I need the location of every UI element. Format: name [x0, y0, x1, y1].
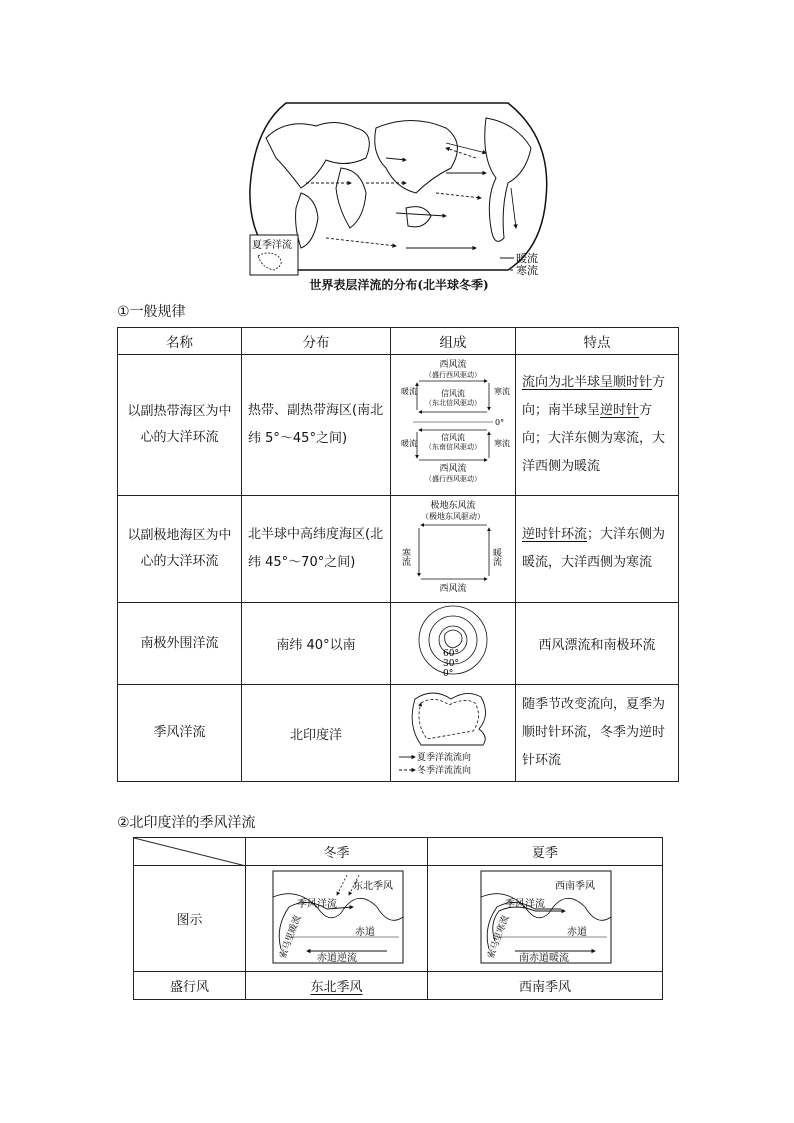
svg-text:南赤道暖流: 南赤道暖流 [519, 952, 569, 964]
svg-text:西南季风: 西南季风 [555, 880, 595, 892]
svg-text:寒流: 寒流 [400, 548, 410, 566]
inset-label: 夏季洋流 [252, 240, 292, 251]
row-label-figure: 图示 [134, 866, 246, 972]
svg-text:季风洋流: 季风洋流 [505, 898, 545, 910]
section-heading: ②北印度洋的季风洋流 [117, 815, 256, 831]
table-header-row [118, 328, 679, 355]
summer-wind-value: 西南季风 [428, 972, 663, 1000]
svg-text:暖流: 暖流 [401, 387, 417, 396]
row-feature: 西风漂流和南极环流 [516, 603, 679, 685]
antarctic-current-diagram [391, 603, 516, 685]
table-row [118, 496, 679, 603]
row-name: 以副极地海区为中心的大洋环流 [118, 496, 242, 603]
row-distribution: 南纬 40°以南 [242, 603, 391, 685]
svg-text:（盛行西风驱动）: （盛行西风驱动） [425, 475, 481, 483]
subpolar-gyre-diagram [391, 496, 516, 603]
svg-text:季风洋流: 季风洋流 [296, 898, 337, 910]
svg-text:寒流: 寒流 [494, 387, 510, 396]
row-distribution: 北半球中高纬度海区(北纬 45°～70°之间) [242, 496, 391, 603]
svg-text:暖流: 暖流 [491, 548, 501, 566]
row-distribution: 热带、副热带海区(南北纬 5°～45°之间) [242, 355, 391, 496]
svg-text:暖流: 暖流 [401, 439, 417, 448]
svg-text:寒流: 寒流 [494, 439, 510, 448]
svg-text:（极地东风驱动）: （极地东风驱动） [421, 512, 485, 521]
summer-map-cell [428, 866, 663, 972]
row-name: 南极外围洋流 [118, 603, 242, 685]
world-ocean-currents-map [246, 98, 552, 290]
summer-monsoon-map [475, 867, 615, 967]
row-name: 季风洋流 [118, 685, 242, 782]
column-header: 特点 [516, 328, 679, 355]
column-header: 名称 [118, 328, 242, 355]
monsoon-current-table [133, 837, 663, 1000]
legend-cold: 寒流 [516, 264, 538, 277]
map-caption: 世界表层洋流的分布(北半球冬季) [309, 278, 489, 292]
table-row [134, 866, 663, 972]
svg-text:（盛行西风驱动）: （盛行西风驱动） [425, 371, 481, 379]
row-name: 以副热带海区为中心的大洋环流 [118, 355, 242, 496]
svg-text:赤道: 赤道 [567, 926, 587, 938]
svg-text:索马里暖流: 索马里暖流 [277, 913, 303, 960]
monsoon-current-diagram [391, 685, 516, 782]
table-header-row [134, 838, 663, 866]
table-row [118, 355, 679, 496]
svg-text:西风流: 西风流 [439, 464, 467, 474]
general-rules-table [117, 327, 679, 782]
subtropical-gyre-diagram [391, 355, 516, 496]
winter-monsoon-map [267, 867, 407, 967]
table-row [118, 685, 679, 782]
row-feature: 逆时针环流；大洋东侧为暖流，大洋西侧为寒流 [516, 496, 679, 603]
column-header-winter: 冬季 [246, 838, 428, 866]
svg-text:西风流: 西风流 [439, 360, 467, 370]
svg-text:信风流: 信风流 [441, 389, 465, 398]
diagonal-header-cell [134, 838, 246, 866]
svg-text:夏季洋流流向: 夏季洋流流向 [417, 753, 472, 763]
svg-text:（东南信风驱动）: （东南信风驱动） [425, 443, 481, 451]
row-label-wind: 盛行风 [134, 972, 246, 1000]
svg-text:赤道逆流: 赤道逆流 [316, 952, 357, 964]
row-feature: 流向为北半球呈顺时针方向；南半球呈逆时针方向；大洋东侧为寒流，大洋西侧为暖流 [516, 355, 679, 496]
svg-text:西风流: 西风流 [439, 584, 467, 594]
winter-map-cell [246, 866, 428, 972]
column-header: 分布 [242, 328, 391, 355]
svg-text:极地东风流: 极地东风流 [430, 501, 476, 511]
row-feature: 随季节改变流向，夏季为顺时针环流，冬季为逆时针环流 [516, 685, 679, 782]
svg-text:0°: 0° [443, 668, 454, 679]
svg-text:东北季风: 东北季风 [352, 880, 393, 892]
legend-warm: 暖流 [516, 252, 538, 265]
winter-wind-value: 东北季风 [246, 972, 428, 1000]
svg-text:冬季洋流流向: 冬季洋流流向 [417, 766, 472, 776]
svg-text:信风流: 信风流 [441, 433, 465, 442]
section-heading: ①一般规律 [117, 304, 186, 320]
svg-text:（东北信风驱动）: （东北信风驱动） [425, 399, 481, 407]
svg-text:30°: 30° [443, 658, 459, 669]
svg-text:0°: 0° [495, 418, 505, 427]
table-row [118, 603, 679, 685]
svg-text:60°: 60° [443, 648, 459, 659]
svg-text:赤道: 赤道 [354, 926, 375, 938]
row-distribution: 北印度洋 [242, 685, 391, 782]
column-header-summer: 夏季 [428, 838, 663, 866]
svg-text:索马里寒流: 索马里寒流 [486, 913, 512, 960]
column-header: 组成 [391, 328, 516, 355]
table-row [134, 972, 663, 1000]
